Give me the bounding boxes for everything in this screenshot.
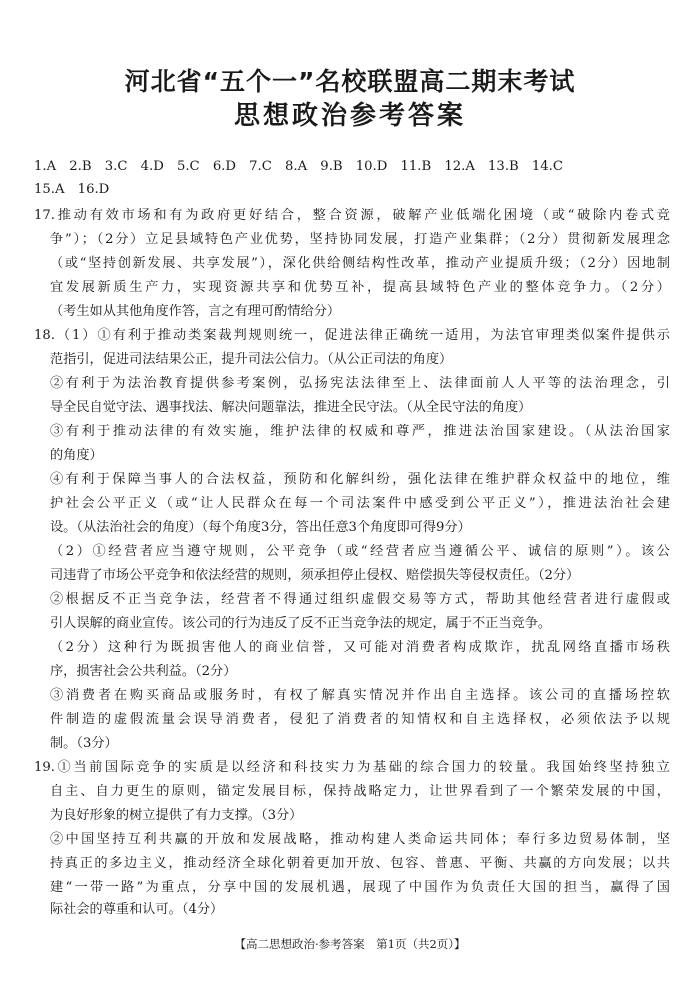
answer-line-17-3: （或“坚持创新发展、共享发展”），深化供给侧结构性改革，推动产业提质升级；（2分）因地制 [50, 256, 670, 271]
answer-line-19-1: 19.①当前国际竞争的实质是以经济和科技实力为基础的综合国力的较量。我国始终坚持独立 [34, 760, 670, 775]
answer-line-19-6: 建“一带一路”为重点，分享中国的发展机遇，展现了中国作为负责任大国的担当，赢得了国 [50, 880, 670, 895]
answer-line-19-3: 为良好形象的树立提供了有力支撑。（3分） [50, 808, 303, 823]
answer-line-18-17: 件制造的虚假流量会误导消费者，侵犯了消费者的知情权和自主选择权，必须依法予以规 [50, 712, 670, 727]
answer-line-17-1: 17.推动有效市场和有为政府更好结合，整合资源，破解产业低端化困境（或“破除内卷式竞 [34, 208, 670, 223]
answer-line-18-7: ④有利于保障当事人的合法权益，预防和化解纠纷，强化法律在维护群众权益中的地位，维 [50, 472, 670, 487]
answer-line-18-11: 司违背了市场公平竞争和依法经营的规则，须承担停止侵权、赔偿损失等侵权责任。（2分） [50, 568, 580, 583]
page-footer: 【高二思想政治·参考答案 第1页（共2页）】 [234, 937, 466, 951]
answer-line-18-1: 18.（1）①有利于推动类案裁判规则统一，促进法律正确统一适用，为法官审理类似案件提供示 [34, 328, 670, 343]
answer-line-19-4: ②中国坚持互利共赢的开放和发展战略，推动构建人类命运共同体；奉行多边贸易体制，坚 [50, 832, 670, 847]
answer-line-17-4: 宜发展新质生产力，实现资源共享和优势互补，提高县域特色产业的整体竞争力。（2分） [50, 280, 670, 295]
answer-line-mc-2: 15.A 16.D [34, 182, 110, 197]
answer-line-18-4: 导全民自觉守法、遇事找法、解决问题靠法，推进全民守法。（从全民守法的角度） [50, 400, 532, 415]
page-subtitle: 思想政治参考答案 [233, 101, 466, 131]
answer-line-18-9: 设。（从法治社会的角度）（每个角度3分，答出任意3个角度即可得9分） [50, 520, 471, 535]
answer-line-18-8: 护社会公平正义（或“让人民群众在每一个司法案件中感受到公平正义”），推进法治社会建 [50, 496, 670, 511]
answer-line-18-3: ②有利于为法治教育提供参考案例，弘扬宪法法律至上、法律面前人人平等的法治理念，引 [50, 376, 670, 391]
answer-line-mc-1: 1.A 2.B 3.C 4.D 5.C 6.D 7.C 8.A 9.B 10.D 11.B 12.A 13.B 14.C [34, 159, 563, 174]
answer-line-18-18: 制。（3分） [50, 736, 118, 751]
answer-line-18-2: 范指引，促进司法结果公正，提升司法公信力。（从公正司法的角度） [50, 352, 453, 367]
answer-line-18-16: ③消费者在购买商品或服务时，有权了解真实情况并作出自主选择。该公司的直播场控软 [50, 688, 670, 703]
answer-line-19-5: 持真正的多边主义，推动经济全球化朝着更加开放、包容、普惠、平衡、共赢的方向发展；以共 [50, 856, 670, 871]
answer-line-18-5: ③有利于推动法律的有效实施，维护法律的权威和尊严，推进法治国家建设。（从法治国家 [50, 424, 670, 439]
answer-line-18-13: 引人误解的商业宣传。该公司的行为违反了反不正当竞争法的规定，属于不正当竞争。 [50, 616, 552, 631]
answer-line-19-2: 自主、自力更生的原则，锚定发展目标，保持战略定力，让世界看到了一个繁荣发展的中国， [50, 784, 670, 799]
answer-line-18-14: （2分）这种行为既损害他人的商业信誉，又可能对消费者构成欺诈，扰乱网络直播市场秩 [50, 640, 670, 655]
answer-line-18-15: 序，损害社会公共利益。（2分） [50, 664, 237, 679]
answer-line-17-2: 争”）；（2分）立足县域特色产业优势，坚持协同发展，打造产业集群；（2分）贯彻新发展理念 [50, 232, 670, 247]
answer-line-18-10: （2）①经营者应当遵守规则，公平竞争（或“经营者应当遵循公平、诚信的原则”）。该公 [50, 544, 670, 559]
answer-line-17-5: （考生如从其他角度作答，言之有理可酌情给分） [50, 304, 341, 319]
answer-line-19-7: 际社会的尊重和认可。（4分） [50, 902, 224, 917]
answer-line-18-6: 的角度） [50, 448, 103, 463]
answer-line-18-12: ②根据反不正当竞争法，经营者不得通过组织虚假交易等方式，帮助其他经营者进行虚假或 [50, 592, 670, 607]
page-title: 河北省“五个一”名校联盟高二期末考试 [124, 67, 576, 96]
